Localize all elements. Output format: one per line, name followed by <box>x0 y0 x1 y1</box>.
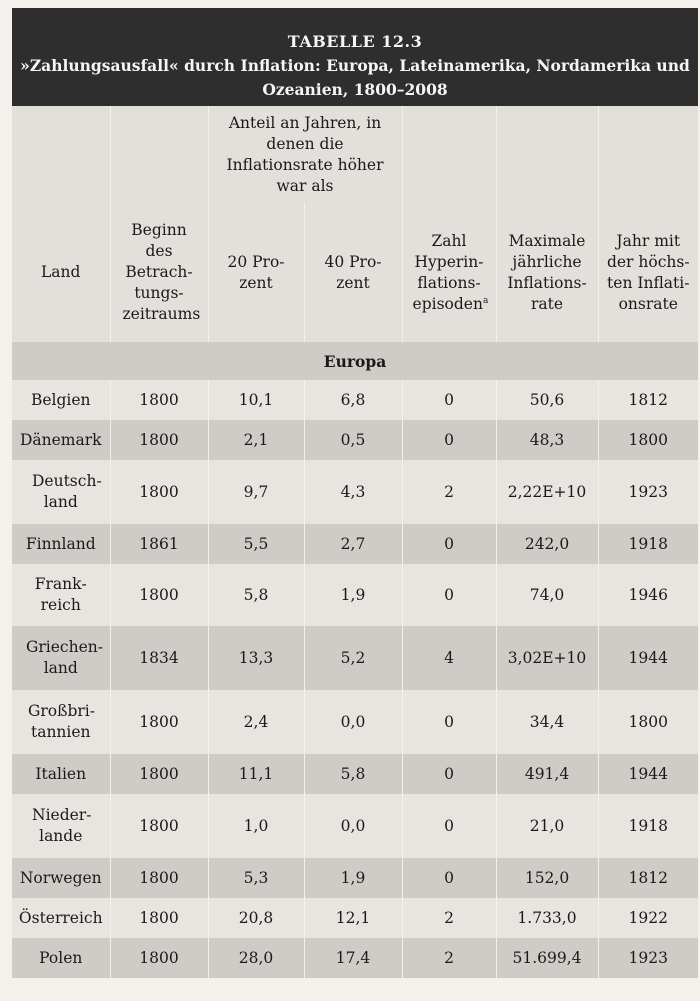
inflation-table <box>12 106 698 978</box>
header-blank-5 <box>598 106 698 203</box>
cell-hyper: 0 <box>402 380 496 420</box>
cell-hyper: 2 <box>402 938 496 978</box>
table-row <box>12 564 698 626</box>
cell-max-rate: 51.699,4 <box>496 938 598 978</box>
cell-land: Griechenland <box>12 626 110 690</box>
cell-p20: 2,1 <box>208 420 304 460</box>
cell-land: Deutschland <box>12 460 110 524</box>
cell-land: Frankreich <box>12 564 110 626</box>
cell-max-rate: 21,0 <box>496 794 598 858</box>
header-hyperinflation <box>402 203 496 342</box>
header-land: Land <box>12 203 110 342</box>
cell-land: Großbritannien <box>12 690 110 754</box>
cell-hyper: 0 <box>402 794 496 858</box>
table-row <box>12 524 698 564</box>
cell-hyper: 2 <box>402 460 496 524</box>
cell-land: Belgien <box>12 380 110 420</box>
table-row <box>12 460 698 524</box>
cell-hyper: 0 <box>402 420 496 460</box>
header-max-rate: Maximale jährliche Inflationsrate <box>496 203 598 342</box>
cell-beginn: 1834 <box>110 626 208 690</box>
table-row <box>12 420 698 460</box>
cell-max-year: 1812 <box>598 380 698 420</box>
section-row-europa <box>12 342 698 380</box>
table-row <box>12 858 698 898</box>
cell-p20: 5,5 <box>208 524 304 564</box>
cell-p40: 1,9 <box>304 858 402 898</box>
table-row <box>12 380 698 420</box>
cell-max-year: 1944 <box>598 754 698 794</box>
cell-p20: 5,8 <box>208 564 304 626</box>
cell-max-rate: 1.733,0 <box>496 898 598 938</box>
cell-hyper: 0 <box>402 524 496 564</box>
cell-beginn: 1800 <box>110 754 208 794</box>
header-hyperinflation-text: Zahl Hyperinflationsepisoden <box>412 231 484 313</box>
cell-max-rate: 34,4 <box>496 690 598 754</box>
cell-p40: 5,2 <box>304 626 402 690</box>
cell-max-year: 1946 <box>598 564 698 626</box>
cell-p40: 0,5 <box>304 420 402 460</box>
cell-p40: 2,7 <box>304 524 402 564</box>
header-row-main <box>12 203 698 342</box>
cell-p20: 28,0 <box>208 938 304 978</box>
cell-p40: 6,8 <box>304 380 402 420</box>
cell-max-year: 1812 <box>598 858 698 898</box>
cell-p40: 0,0 <box>304 690 402 754</box>
cell-p40: 1,9 <box>304 564 402 626</box>
header-max-year: Jahr mit der höchsten Inflationsrate <box>598 203 698 342</box>
cell-p20: 13,3 <box>208 626 304 690</box>
cell-p20: 11,1 <box>208 754 304 794</box>
header-blank-1 <box>12 106 110 203</box>
table-row <box>12 754 698 794</box>
cell-land: Norwegen <box>12 858 110 898</box>
cell-max-rate: 74,0 <box>496 564 598 626</box>
cell-beginn: 1861 <box>110 524 208 564</box>
cell-beginn: 1800 <box>110 420 208 460</box>
cell-hyper: 0 <box>402 858 496 898</box>
footnote-marker: a <box>482 295 489 306</box>
cell-max-rate: 50,6 <box>496 380 598 420</box>
cell-beginn: 1800 <box>110 794 208 858</box>
cell-beginn: 1800 <box>110 690 208 754</box>
cell-land: Finnland <box>12 524 110 564</box>
cell-p40: 0,0 <box>304 794 402 858</box>
cell-p20: 10,1 <box>208 380 304 420</box>
cell-max-rate: 242,0 <box>496 524 598 564</box>
table-row <box>12 690 698 754</box>
cell-max-year: 1923 <box>598 938 698 978</box>
cell-p20: 2,4 <box>208 690 304 754</box>
section-europa-label: Europa <box>12 342 698 380</box>
cell-p40: 5,8 <box>304 754 402 794</box>
table-row <box>12 898 698 938</box>
cell-max-rate: 3,02E+10 <box>496 626 598 690</box>
cell-beginn: 1800 <box>110 380 208 420</box>
cell-hyper: 2 <box>402 898 496 938</box>
header-beginn: Beginn des Betrachtungszeitraums <box>110 203 208 342</box>
table-caption-line1: »Zahlungsausfall« durch Inflation: Europa, Lateinamerika, Nordamerika und <box>20 56 690 75</box>
cell-beginn: 1800 <box>110 460 208 524</box>
cell-beginn: 1800 <box>110 938 208 978</box>
header-row-top <box>12 106 698 203</box>
cell-land: Österreich <box>12 898 110 938</box>
table-caption-line2: Ozeanien, 1800–2008 <box>262 80 448 99</box>
table-row <box>12 794 698 858</box>
cell-max-rate: 491,4 <box>496 754 598 794</box>
cell-land: Niederlande <box>12 794 110 858</box>
table-row <box>12 938 698 978</box>
cell-beginn: 1800 <box>110 858 208 898</box>
header-40-prozent: 40 Prozent <box>304 203 402 342</box>
cell-max-year: 1944 <box>598 626 698 690</box>
cell-p20: 20,8 <box>208 898 304 938</box>
cell-p20: 5,3 <box>208 858 304 898</box>
cell-max-rate: 152,0 <box>496 858 598 898</box>
cell-max-year: 1800 <box>598 690 698 754</box>
table-title-box <box>12 8 698 106</box>
cell-beginn: 1800 <box>110 564 208 626</box>
cell-max-rate: 48,3 <box>496 420 598 460</box>
cell-beginn: 1800 <box>110 898 208 938</box>
cell-hyper: 4 <box>402 626 496 690</box>
cell-p20: 9,7 <box>208 460 304 524</box>
cell-p40: 17,4 <box>304 938 402 978</box>
cell-land: Polen <box>12 938 110 978</box>
cell-hyper: 0 <box>402 564 496 626</box>
cell-p40: 12,1 <box>304 898 402 938</box>
cell-land: Italien <box>12 754 110 794</box>
cell-max-year: 1918 <box>598 524 698 564</box>
cell-hyper: 0 <box>402 754 496 794</box>
table-number: TABELLE 12.3 <box>287 32 423 51</box>
cell-p40: 4,3 <box>304 460 402 524</box>
table-page <box>12 8 698 978</box>
header-20-prozent: 20 Prozent <box>208 203 304 342</box>
header-blank-3 <box>402 106 496 203</box>
cell-max-year: 1918 <box>598 794 698 858</box>
cell-land: Dänemark <box>12 420 110 460</box>
header-blank-2 <box>110 106 208 203</box>
cell-max-rate: 2,22E+10 <box>496 460 598 524</box>
cell-hyper: 0 <box>402 690 496 754</box>
table-row <box>12 626 698 690</box>
cell-max-year: 1923 <box>598 460 698 524</box>
header-blank-4 <box>496 106 598 203</box>
header-anteil-group: Anteil an Jahren, in denen die Inflationsrate höher war als <box>208 106 402 203</box>
cell-max-year: 1922 <box>598 898 698 938</box>
cell-p20: 1,0 <box>208 794 304 858</box>
cell-max-year: 1800 <box>598 420 698 460</box>
